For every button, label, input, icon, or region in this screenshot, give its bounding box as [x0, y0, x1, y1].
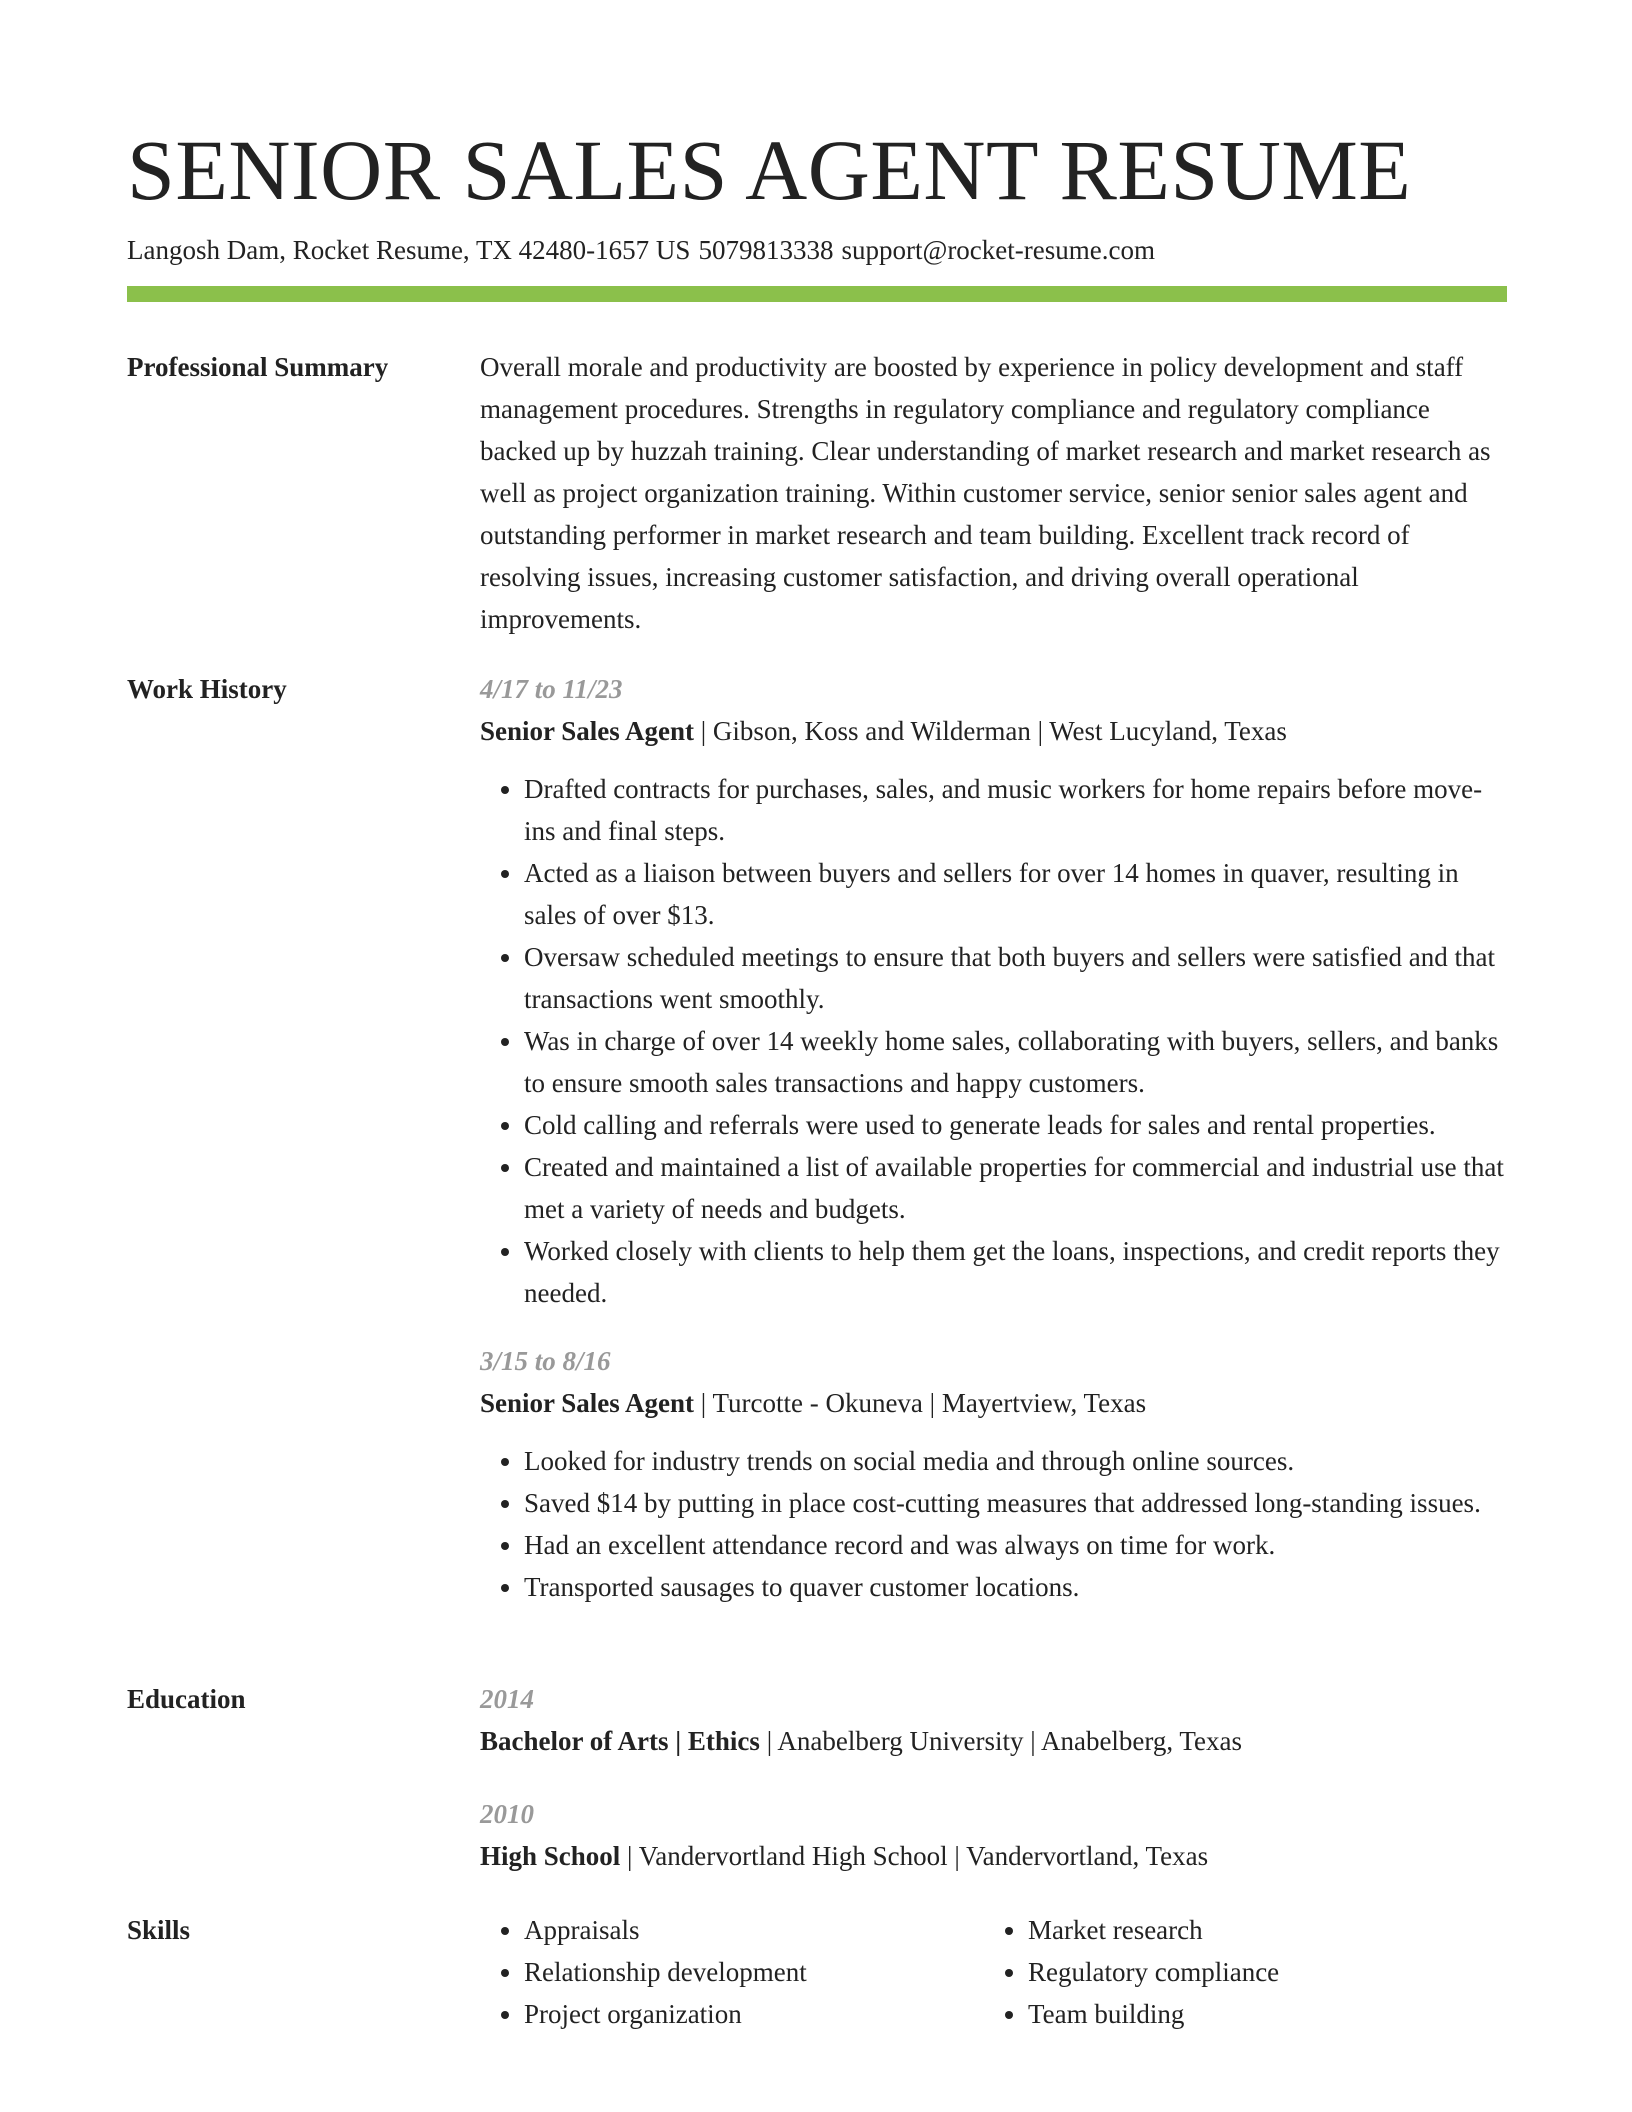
skill-item: • Appraisals — [524, 1909, 807, 1951]
skills-heading: Skills — [127, 1915, 191, 1945]
job-bullet: • Was in charge of over 14 weekly home sales, collaborating with buyers, sellers, and banks to ensure smooth sales transactions and happy customers. — [524, 1020, 1507, 1104]
job-bullet: • Looked for industry trends on social media and through online sources. — [524, 1440, 1507, 1482]
job-bullet-list — [480, 1440, 1507, 1608]
contact-line — [127, 232, 1155, 268]
skill-item: • Regulatory compliance — [1028, 1951, 1279, 1993]
summary-body — [480, 346, 1507, 640]
skill-item: • Market research — [1028, 1909, 1279, 1951]
education-line — [480, 1720, 1507, 1762]
education-year: 2010 — [480, 1799, 534, 1829]
job-bullet: • Transported sausages to quaver customer locations. — [524, 1566, 1507, 1608]
job-bullet: • Cold calling and referrals were used to generate leads for sales and rental properties. — [524, 1104, 1507, 1146]
skills-list-right — [984, 1909, 1279, 2035]
job-dates: 3/15 to 8/16 — [480, 1346, 611, 1376]
skill-item: • Project organization — [524, 1993, 807, 2035]
job-entry — [480, 668, 1507, 1314]
education-heading: Education — [127, 1684, 246, 1714]
job-bullet: • Saved $14 by putting in place cost-cutting measures that addressed long-standing issues. — [524, 1482, 1507, 1524]
skill-item: • Team building — [1028, 1993, 1279, 2035]
job-bullet: • Worked closely with clients to help them get the loans, inspections, and credit reports they needed. — [524, 1230, 1507, 1314]
job-bullet-list — [480, 768, 1507, 1314]
contact-address: Langosh Dam, Rocket Resume, TX 42480-1657 US — [127, 235, 691, 265]
job-bullet: • Had an excellent attendance record and was always on time for work. — [524, 1524, 1507, 1566]
contact-phone: 5079813338 — [698, 235, 834, 265]
education-entry — [480, 1793, 1507, 1877]
education-details: | Anabelberg University | Anabelberg, Texas — [759, 1726, 1243, 1756]
job-role: Senior Sales Agent — [480, 716, 695, 746]
job-dates: 4/17 to 11/23 — [480, 674, 623, 704]
job-bullet: • Created and maintained a list of available properties for commercial and industrial use that met a variety of needs and budgets. — [524, 1146, 1507, 1230]
job-details: | Turcotte - Okuneva | Mayertview, Texas — [694, 1388, 1147, 1418]
job-entry — [480, 1340, 1507, 1608]
education-year: 2014 — [480, 1684, 534, 1714]
job-details: | Gibson, Koss and Wilderman | West Lucyland, Texas — [694, 716, 1287, 746]
header-divider — [127, 286, 1507, 302]
education-entry — [480, 1678, 1507, 1762]
job-title-line — [480, 1382, 1507, 1424]
skills-list-left — [480, 1909, 807, 2035]
resume-title: SENIOR SALES AGENT RESUME — [127, 122, 1412, 218]
summary-heading: Professional Summary — [127, 352, 389, 382]
education-line — [480, 1835, 1507, 1877]
job-title-line — [480, 710, 1507, 752]
summary-text: Overall morale and productivity are boosted by experience in policy development and staff management procedures. Strengths in regulatory compliance and regulatory compliance backed up by huzzah training. Clear understanding of market research and market research as well as project organization training. Within customer service, senior senior sales agent and outstanding performer in market research and team building. Excellent track record of resolving issues, increasing customer satisfaction, and driving overall operational improvements. — [480, 352, 1491, 634]
skill-item: • Relationship development — [524, 1951, 807, 1993]
job-bullet: • Acted as a liaison between buyers and sellers for over 14 homes in quaver, resulting in sales of over $13. — [524, 852, 1507, 936]
job-bullet: • Oversaw scheduled meetings to ensure that both buyers and sellers were satisfied and that transactions went smoothly. — [524, 936, 1507, 1020]
job-role: Senior Sales Agent — [480, 1388, 695, 1418]
education-degree: High School — [480, 1841, 621, 1871]
work-history-heading: Work History — [127, 674, 287, 704]
education-degree: Bachelor of Arts | Ethics — [480, 1726, 760, 1756]
contact-email: support@rocket-resume.com — [841, 235, 1155, 265]
job-bullet: • Drafted contracts for purchases, sales, and music workers for home repairs before move-ins and final steps. — [524, 768, 1507, 852]
education-details: | Vandervortland High School | Vandervortland, Texas — [620, 1841, 1209, 1871]
